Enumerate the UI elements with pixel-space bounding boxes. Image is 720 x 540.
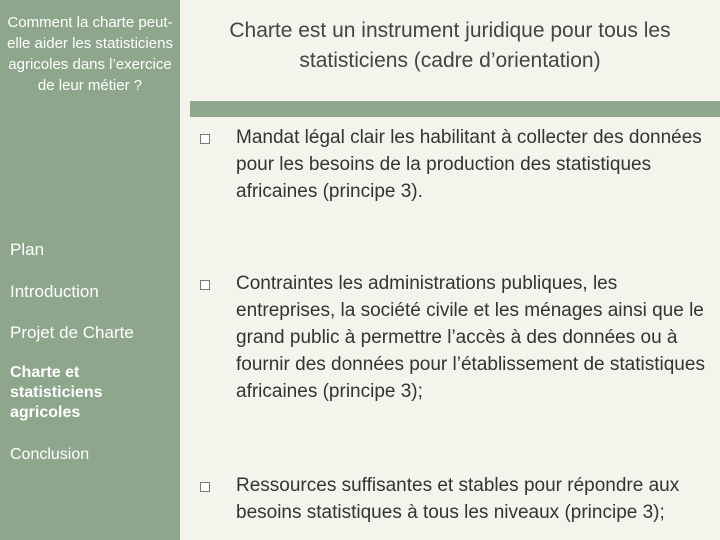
sidebar-plan-label: Plan: [10, 240, 45, 259]
sidebar-item-projet-de-charte[interactable]: Projet de Charte: [10, 323, 134, 342]
bullet-square-icon: [200, 482, 210, 492]
bullet-text: Mandat légal clair les habilitant à collecter des données pour les besoins de la production des statistiques africaines (principe 3).: [236, 127, 702, 202]
sidebar-item-introduction[interactable]: Introduction: [10, 282, 99, 301]
sidebar-item-charte-et-statisticiens[interactable]: Charte et statisticiens agricoles: [10, 364, 103, 421]
bullet-square-icon: [200, 280, 210, 290]
bullet-text: Contraintes les administrations publiques, les entreprises, la société civile et les ménages ainsi que le grand public à permettre l’accès à des données ou à fournir des données pour l’établissement de statistiques africaines (principe 3);: [236, 273, 705, 402]
main-content: [180, 0, 720, 540]
bullet-square-icon: [200, 134, 210, 144]
accent-bar: [190, 101, 720, 117]
sidebar: [0, 0, 180, 540]
bullet-text: Ressources suffisantes et stables pour répondre aux besoins statistiques à tous les niveaux (principe 3);: [236, 475, 680, 523]
sidebar-question: Comment la charte peut-elle aider les statisticiens agricoles dans l’exercice de leur métier ?: [7, 14, 173, 94]
sidebar-item-conclusion[interactable]: Conclusion: [10, 446, 90, 463]
slide-title: Charte est un instrument juridique pour tous les statisticiens (cadre d’orientation): [229, 19, 671, 72]
